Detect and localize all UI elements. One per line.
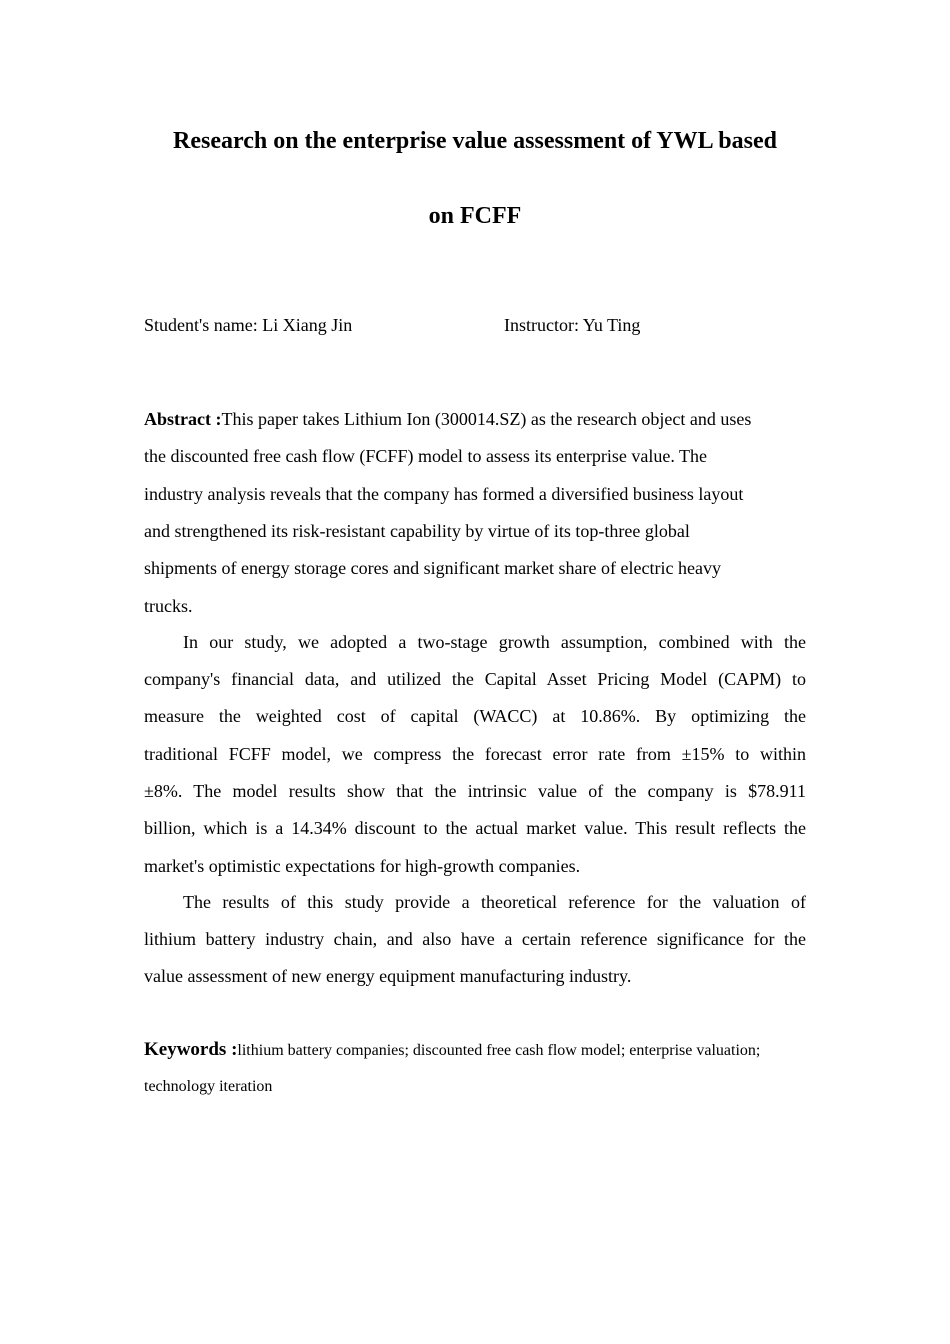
abstract-line: the discounted free cash flow (FCFF) model to assess its enterprise value. The bbox=[144, 446, 708, 466]
abstract-line: traditional FCFF model, we compress the forecast error rate from ±15% to within bbox=[144, 744, 806, 764]
abstract-line: lithium battery industry chain, and also have a certain reference significance for the bbox=[144, 929, 806, 949]
keywords-label: Keywords : bbox=[144, 1039, 238, 1060]
abstract-line: shipments of energy storage cores and significant market share of electric heavy bbox=[144, 558, 721, 578]
paper-title-line-2: on FCFF bbox=[428, 203, 522, 229]
abstract-line: trucks. bbox=[144, 596, 193, 616]
abstract-line: industry analysis reveals that the company has formed a diversified business layout bbox=[144, 484, 744, 504]
abstract-line: In our study, we adopted a two-stage growth assumption, combined with the bbox=[183, 632, 806, 652]
abstract-line: ±8%. The model results show that the intrinsic value of the company is $78.911 bbox=[144, 781, 806, 801]
instructor-name: Instructor: Yu Ting bbox=[504, 315, 641, 335]
abstract-text: This paper takes Lithium Ion (300014.SZ) as the research object and uses bbox=[221, 409, 752, 429]
abstract-label: Abstract : bbox=[144, 409, 222, 429]
abstract-line: billion, which is a 14.34% discount to the actual market value. This result reflects the bbox=[144, 818, 806, 838]
abstract-line: and strengthened its risk-resistant capability by virtue of its top-three global bbox=[144, 521, 690, 541]
keywords-line: technology iteration bbox=[144, 1078, 273, 1095]
student-name: Student's name: Li Xiang Jin bbox=[144, 315, 353, 335]
abstract-line: measure the weighted cost of capital (WACC) at 10.86%. By optimizing the bbox=[144, 706, 806, 726]
paper-title-line-1: Research on the enterprise value assessment of YWL based bbox=[173, 128, 777, 154]
keywords-line bbox=[144, 1038, 806, 1062]
abstract-line: The results of this study provide a theoretical reference for the valuation of bbox=[183, 892, 806, 912]
keywords-text: lithium battery companies; discounted free cash flow model; enterprise valuation; bbox=[237, 1042, 761, 1059]
abstract-line: company's financial data, and utilized the Capital Asset Pricing Model (CAPM) to bbox=[144, 669, 806, 689]
abstract-line: value assessment of new energy equipment manufacturing industry. bbox=[144, 966, 632, 986]
abstract-line bbox=[144, 408, 806, 430]
abstract-line: market's optimistic expectations for high-growth companies. bbox=[144, 856, 581, 876]
